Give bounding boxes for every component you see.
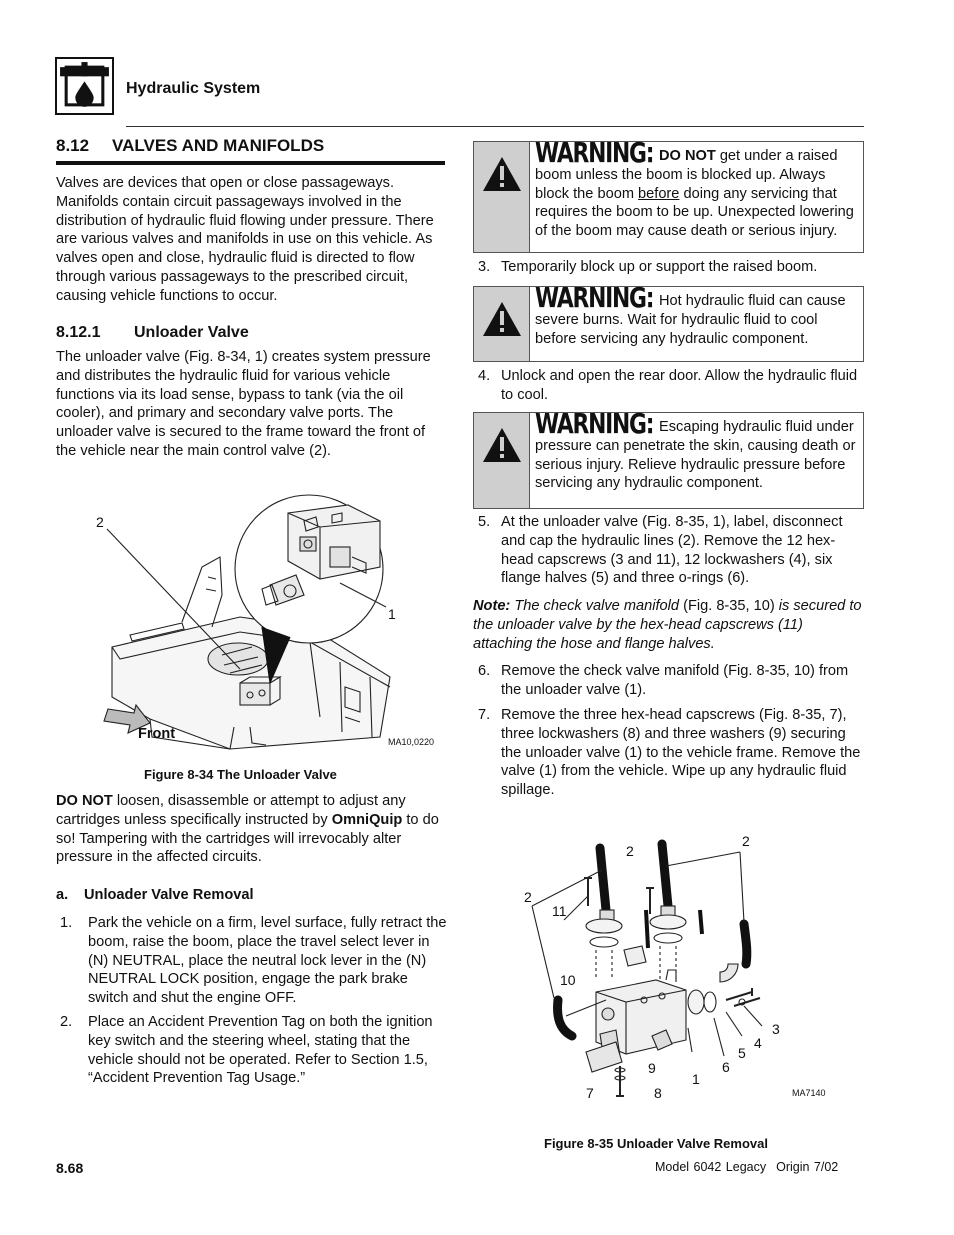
warning-box-hot-fluid <box>473 281 864 362</box>
procedure-title <box>56 887 254 903</box>
step-3 <box>478 258 868 278</box>
step-number: 1. <box>60 915 73 931</box>
section-title <box>56 136 324 156</box>
warning-box-escaping-fluid <box>473 407 864 509</box>
warning-body: Escaping hydraulic fluid under pressure can penetrate the skin, causing death or serious injury. Relieve hydraulic pressure before servicing any hydraulic component. <box>535 419 856 492</box>
header-rule <box>126 126 864 127</box>
step-number: 3. <box>478 259 491 275</box>
warning-side-panel <box>474 287 530 361</box>
subsection-number: 8.12.1 <box>56 324 101 341</box>
section-number: 8.12 <box>56 136 90 155</box>
fig35-callout-8: 8 <box>654 1085 662 1101</box>
caution-text-1: loosen, disassemble or attempt to adjust any cartridges unless specifically instructed by <box>56 793 406 828</box>
step-text: Park the vehicle on a firm, level surface, fully retract the boom, raise the boom, place the travel select lever in (N) NEUTRAL, place the neutral lock lever in the (N) NEUTRAL LOCK position, engage the park brake switch and shut the engine OFF. <box>88 915 447 1007</box>
fig35-ref-code: MA7140 <box>792 1088 826 1098</box>
warning-lead: DO NOT <box>659 148 716 164</box>
warning-label: WARNING: <box>535 281 654 314</box>
figure-8-35-caption: Figure 8-35 Unloader Valve Removal <box>544 1136 768 1151</box>
figure-8-34-unloader-valve-illustration <box>90 487 446 759</box>
step-text: At the unloader valve (Fig. 8-35, 1), label, disconnect and cap the hydraulic lines (2). Remove the 12 hex-head capscrews (3 and 11), 12 lockwashers (4), six flange halves (5) and three o-rings (6). <box>501 514 843 587</box>
fig35-callout-2-right: 2 <box>742 833 750 849</box>
warning-underlined: before <box>638 185 680 202</box>
fig35-callout-2-top: 2 <box>626 843 634 859</box>
note-text-1: The check valve manifold <box>510 598 684 614</box>
step-number: 2. <box>60 1014 73 1030</box>
hydraulic-system-logo-icon <box>55 57 114 115</box>
warning-triangle-icon <box>482 427 522 463</box>
figure-8-35-unloader-valve-removal-illustration <box>516 830 861 1104</box>
fig35-callout-5: 5 <box>738 1045 746 1061</box>
fig35-callout-1: 1 <box>692 1071 700 1087</box>
step-6 <box>478 662 868 702</box>
warning-text <box>535 136 862 241</box>
fig35-callout-11: 11 <box>552 903 567 919</box>
step-number: 6. <box>478 663 491 679</box>
warning-side-panel <box>474 413 530 508</box>
fig35-callout-3: 3 <box>772 1021 780 1037</box>
figure-8-34-caption: Figure 8-34 The Unloader Valve <box>144 767 337 782</box>
fig35-callout-9: 9 <box>648 1060 656 1076</box>
step-5 <box>478 513 868 591</box>
note-paragraph <box>473 597 865 653</box>
warning-text <box>535 407 862 493</box>
fig35-callout-6: 6 <box>722 1059 730 1075</box>
fig35-callout-4: 4 <box>754 1035 762 1051</box>
page-number: 8.68 <box>56 1160 84 1176</box>
step-text: Remove the three hex-head capscrews (Fig. 8-35, 7), three lockwashers (8) and three washers (9) securing the unloader valve (1) to the vehicle frame. Remove the valve (1) from the vehicle. Wipe up any hydraulic fluid spillage. <box>501 707 861 799</box>
procedure-letter: a. <box>56 887 69 903</box>
step-text: Unlock and open the rear door. Allow the hydraulic fluid to cool. <box>501 368 858 403</box>
section-title-rule <box>56 161 445 165</box>
warning-triangle-icon <box>482 301 522 337</box>
warning-text-b: doing any servicing that requires the boom to be up. Unexpected lowering of the boom may cause death or serious injury. <box>535 185 854 240</box>
footer-model-origin <box>655 1160 838 1174</box>
note-text-2: is secured to the unloader valve by the hex-head capscrews (11) attaching the hose and flange halves. <box>473 598 862 652</box>
note-ref: (Fig. 8-35, 10) <box>683 598 775 614</box>
caution-text-2: to do so! Tampering with the cartridges will irrevocably alter pressure in the affected circuits. <box>56 811 439 866</box>
warning-triangle-icon <box>482 156 522 192</box>
step-number: 4. <box>478 368 491 384</box>
step-number: 7. <box>478 707 491 723</box>
step-4 <box>478 367 868 407</box>
footer-model: Model 6042 Legacy <box>655 1160 767 1174</box>
fig35-callout-7: 7 <box>586 1085 594 1101</box>
footer-origin: Origin 7/02 <box>776 1160 839 1174</box>
step-text: Place an Accident Prevention Tag on both the ignition key switch and the steering wheel, stating that the vehicle should not be operated. Refer to Section 1.5, “Accident Prevention Tag Usage.” <box>88 1014 433 1087</box>
fig35-callout-10: 10 <box>560 972 576 988</box>
fig34-callout-2: 2 <box>96 514 104 530</box>
fig34-front-label: Front <box>138 726 176 742</box>
step-1 <box>60 914 448 1014</box>
section-title-text: VALVES AND MANIFOLDS <box>112 136 325 155</box>
intro-paragraph: Valves are devices that open or close passageways. Manifolds contain circuit passageways involved in the distribution of hydraulic fluid flowing under pressure. There are various valves and manifolds in use on this vehicle. As valves open and close, hydraulic fluid is directed to flow through various passageways to the prescribed circuit, causing vehicle functions to occur. <box>56 175 434 304</box>
caution-brand: OmniQuip <box>331 811 403 828</box>
fig34-callout-1: 1 <box>388 606 396 622</box>
warning-box-raised-boom <box>473 136 864 253</box>
step-7 <box>478 706 868 802</box>
warning-text <box>535 281 862 348</box>
caution-lead: DO NOT <box>56 793 113 809</box>
step-number: 5. <box>478 514 491 530</box>
unloader-valve-description: The unloader valve (Fig. 8-34, 1) creates system pressure and distributes the hydraulic fluid for various vehicle functions via its load sense, bypass to tank (via the oil cooler), and primary and secondary valve ports. The unloader valve is secured to the frame toward the front of the vehicle near the main control valve (2). <box>56 349 431 459</box>
fig35-callout-2-left: 2 <box>524 889 532 905</box>
step-text: Temporarily block up or support the raised boom. <box>501 259 818 275</box>
subsection-title <box>56 324 249 342</box>
cartridge-caution-paragraph <box>56 792 448 867</box>
warning-label: WARNING: <box>535 136 654 169</box>
fig34-ref-code: MA10,0220 <box>388 737 435 747</box>
step-text: Remove the check valve manifold (Fig. 8-35, 10) from the unloader valve (1). <box>501 663 849 698</box>
warning-label: WARNING: <box>535 407 654 440</box>
warning-text-a: get under a raised boom unless the boom is blocked up. Always block the boom <box>535 148 838 202</box>
warning-side-panel <box>474 142 530 252</box>
subsection-title-text: Unloader Valve <box>134 324 249 341</box>
step-2 <box>60 1013 448 1093</box>
procedure-title-text: Unloader Valve Removal <box>84 887 254 903</box>
running-head: Hydraulic System <box>126 80 261 97</box>
note-label: Note: <box>473 598 511 614</box>
warning-body: Hot hydraulic fluid can cause severe burns. Wait for hydraulic fluid to cool before servicing any hydraulic component. <box>535 293 846 347</box>
